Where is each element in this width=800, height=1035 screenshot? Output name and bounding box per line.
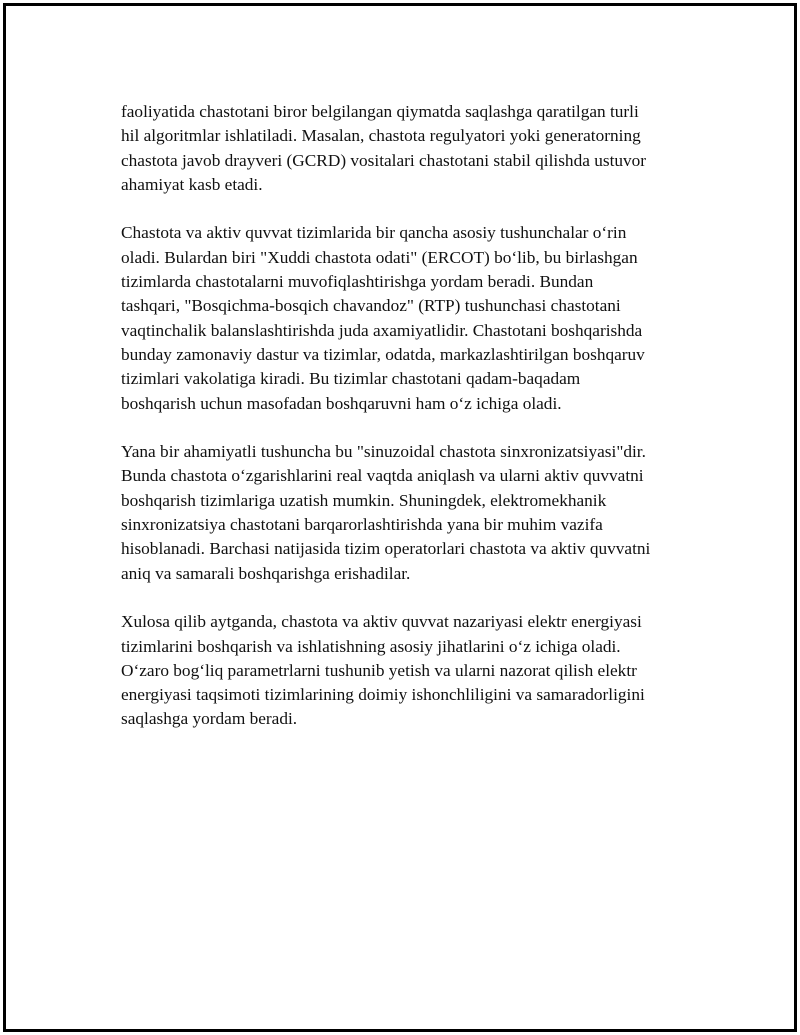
text-line: Yana bir ahamiyatli tushuncha bu "sinuzoidal chastota sinxronizatsiyasi"dir. — [121, 442, 646, 462]
text-line: Chastota va aktiv quvvat tizimlarida bir qancha asosiy tushunchalar o‘rin — [121, 223, 627, 243]
text-line: ahamiyat kasb etadi. — [121, 174, 263, 194]
paragraph-2 — [121, 221, 701, 415]
text-line: Bunda chastota o‘zgarishlarini real vaqtda aniqlash va ularni aktiv quvvatni — [121, 466, 644, 486]
text-line: saqlashga yordam beradi. — [121, 709, 298, 729]
page-border — [3, 3, 797, 1032]
text-line: hil algoritmlar ishlatiladi. Masalan, chastota regulyatori yoki generatorning — [121, 126, 641, 146]
text-line: aniq va samarali boshqarishga erishadilar. — [121, 563, 411, 583]
text-line: faoliyatida chastotani biror belgilangan qiymatda saqlashga qaratilgan turli — [121, 102, 639, 121]
text-line: tashqari, "Bosqichma-bosqich chavandoz" (RTP) tushunchasi chastotani — [121, 296, 621, 316]
paragraph-1 — [121, 100, 701, 197]
text-line: boshqarish tizimlariga uzatish mumkin. Shuningdek, elektromekhanik — [121, 490, 607, 510]
document-body — [121, 100, 701, 756]
text-line: Xulosa qilib aytganda, chastota va aktiv quvvat nazariyasi elektr energiyasi — [121, 612, 642, 632]
text-line: hisoblanadi. Barchasi natijasida tizim operatorlari chastota va aktiv quvvatni — [121, 539, 651, 559]
text-line: sinxronizatsiya chastotani barqarorlashtirishda yana bir muhim vazifa — [121, 515, 603, 535]
text-line: oladi. Bulardan biri "Xuddi chastota odati" (ERCOT) bo‘lib, bu birlashgan — [121, 247, 638, 267]
text-line: energiyasi taqsimoti tizimlarining doimiy ishonchliligini va samaradorligini — [121, 685, 645, 705]
text-line: boshqarish uchun masofadan boshqaruvni ham o‘z ichiga oladi. — [121, 393, 562, 413]
text-line: bunday zamonaviy dastur va tizimlar, odatda, markazlashtirilgan boshqaruv — [121, 344, 645, 364]
paragraph-4 — [121, 610, 701, 731]
text-line: tizimlari vakolatiga kiradi. Bu tizimlar chastotani qadam-baqadam — [121, 369, 581, 389]
paragraph-3 — [121, 440, 701, 586]
text-line: O‘zaro bog‘liq parametrlarni tushunib yetish va ularni nazorat qilish elektr — [121, 660, 637, 680]
text-line: tizimlarini boshqarish va ishlatishning asosiy jihatlarini o‘z ichiga oladi. — [121, 636, 621, 656]
text-line: chastota javob drayveri (GCRD) vositalari chastotani stabil qilishda ustuvor — [121, 150, 647, 170]
text-line: tizimlarda chastotalarni muvofiqlashtirishga yordam beradi. Bundan — [121, 272, 594, 292]
text-line: vaqtinchalik balanslashtirishda juda axamiyatlidir. Chastotani boshqarishda — [121, 320, 643, 340]
